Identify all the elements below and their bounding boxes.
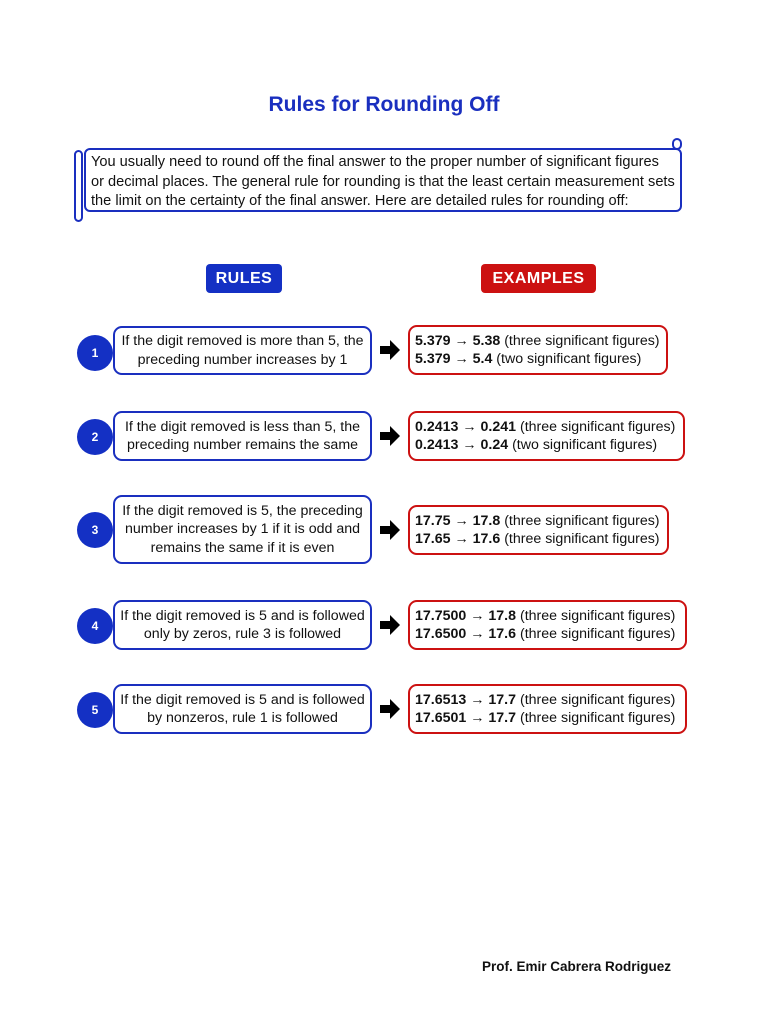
examples-header: EXAMPLES (481, 264, 596, 293)
right-arrow-icon (379, 614, 401, 636)
example-box (408, 325, 668, 375)
example-line: 17.7500 → 17.8 (three significant figures) (415, 607, 676, 624)
right-arrow-icon (379, 519, 401, 541)
rule-number-badge: 3 (77, 512, 113, 548)
example-line: 17.75 → 17.8 (three significant figures) (415, 512, 660, 529)
rule-text: If the digit removed is 5 and is followed by nonzeros, rule 1 is followed (120, 691, 365, 726)
example-box (408, 684, 687, 734)
example-line: 5.379 → 5.4 (two significant figures) (415, 351, 642, 367)
example-line: 0.2413 → 0.241 (three significant figures) (415, 418, 676, 435)
rule-text: If the digit removed is less than 5, the preceding number remains the same (124, 418, 360, 453)
rules-header: RULES (206, 264, 282, 293)
rule-box (113, 684, 372, 734)
intro-text: You usually need to round off the final answer to the proper number of significant figures or decimal places. The general rule for rounding is that the least certain measurement sets the limit on the certainty of the final answer. Here are detailed rules for rounding off: (91, 154, 675, 209)
rule-number-badge: 5 (77, 692, 113, 728)
example-line: 17.6513 → 17.7 (three significant figures) (415, 691, 676, 708)
example-box (408, 411, 685, 461)
rule-number-badge: 1 (77, 335, 113, 371)
rule-text: If the digit removed is 5, the preceding number increases by 1 if it is odd and remains the same if it is even (122, 502, 363, 556)
scroll-curl-icon (74, 150, 83, 222)
right-arrow-icon (379, 425, 401, 447)
rule-box (113, 495, 372, 564)
right-arrow-icon (379, 698, 401, 720)
rule-box (113, 411, 372, 461)
rule-box (113, 326, 372, 375)
rule-number-badge: 4 (77, 608, 113, 644)
rule-text: If the digit removed is 5 and is followed only by zeros, rule 3 is followed (120, 607, 365, 642)
intro-scroll (84, 148, 682, 212)
example-line: 17.6500 → 17.6 (three significant figures) (415, 626, 676, 642)
author-credit: Prof. Emir Cabrera Rodriguez (482, 959, 672, 974)
right-arrow-icon (379, 339, 401, 361)
example-line: 17.6501 → 17.7 (three significant figures) (415, 710, 676, 726)
example-box (408, 505, 669, 555)
example-box (408, 600, 687, 650)
rule-box (113, 600, 372, 650)
example-line: 17.65 → 17.6 (three significant figures) (415, 531, 660, 547)
page-title: Rules for Rounding Off (268, 93, 500, 116)
example-line: 0.2413 → 0.24 (two significant figures) (415, 437, 658, 453)
rule-text: If the digit removed is more than 5, the preceding number increases by 1 (121, 333, 364, 368)
example-line: 5.379 → 5.38 (three significant figures) (415, 332, 660, 349)
rule-number-badge: 2 (77, 419, 113, 455)
